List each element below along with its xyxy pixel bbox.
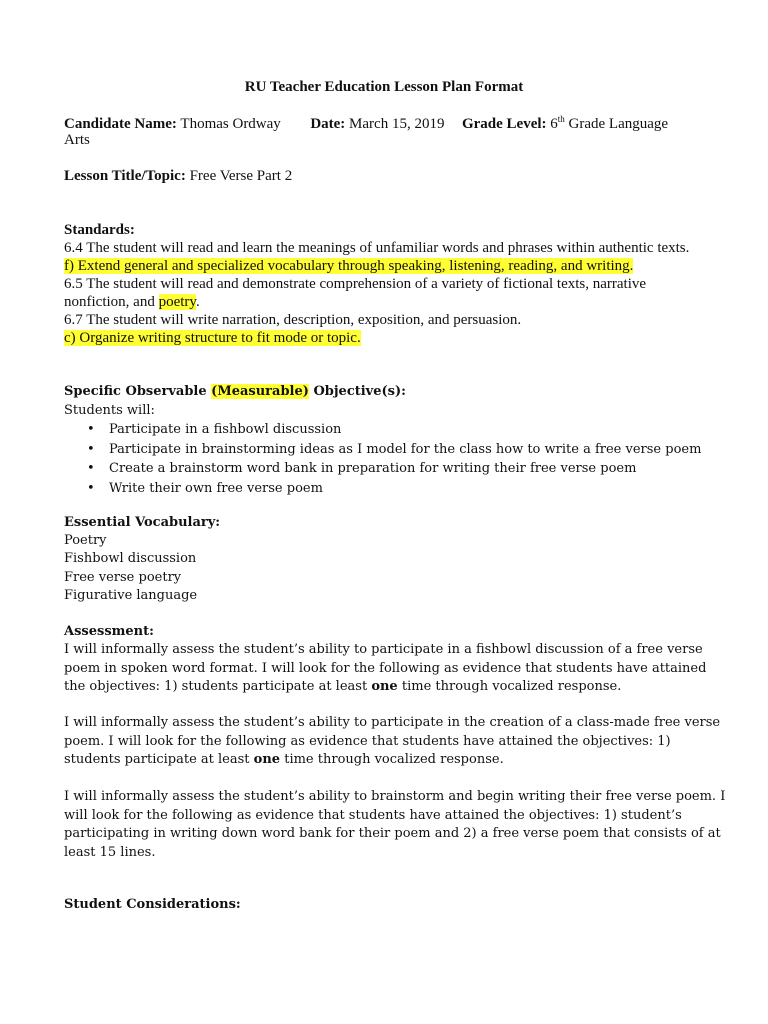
assessment-paragraph-2 xyxy=(64,714,721,770)
lesson-title-value: Free Verse Part 2 xyxy=(189,168,293,184)
paragraph-line: poem. I will look for the following as evidence that students have attained the objectives: 1) xyxy=(64,733,671,749)
standard-6-5-cont xyxy=(64,294,200,311)
objectives-lead: Students will: xyxy=(64,403,155,418)
vocabulary-item: Free verse poetry xyxy=(64,570,182,585)
grade-level-value: Grade Language xyxy=(568,116,669,132)
standard-6-4: 6.4 The student will read and learn the meanings of unfamiliar words and phrases within authentic texts. xyxy=(64,240,690,256)
candidate-name-value: Thomas Ordway xyxy=(180,116,281,132)
objective-text: Write their own free verse poem xyxy=(109,480,323,496)
bullet-icon: • xyxy=(87,441,95,457)
bullet-icon: • xyxy=(87,422,95,437)
vocabulary-item: Poetry xyxy=(64,533,107,548)
list-item xyxy=(64,420,701,440)
bullet-icon: • xyxy=(87,480,95,496)
objective-text: Participate in a fishbowl discussion xyxy=(109,422,342,437)
lesson-title-row xyxy=(64,168,292,185)
objectives-heading xyxy=(64,384,406,399)
candidate-name-label: Candidate Name: xyxy=(64,116,177,132)
paragraph-line: participating in writing down word bank for their poem and 2) a free verse poem that consists of at xyxy=(64,826,721,841)
document-title: RU Teacher Education Lesson Plan Format xyxy=(244,79,524,95)
paragraph-text: students participate at least xyxy=(64,752,250,767)
paragraph-line xyxy=(64,678,714,697)
vocabulary-item: Figurative language xyxy=(64,588,198,603)
paragraph-line: I will informally assess the student’s ability to participate in a fishbowl discussion of a free verse xyxy=(64,642,703,657)
paragraph-text: the objectives: 1) students participate at least xyxy=(64,679,368,694)
date-label: Date: xyxy=(310,116,346,132)
highlighted-poetry: poetry xyxy=(158,294,196,310)
paragraph-line: I will informally assess the student’s ability to brainstorm and begin writing their free verse poem. I xyxy=(64,789,726,804)
standard-6-7-c xyxy=(64,330,361,347)
objectives-heading-highlight: (Measurable) xyxy=(211,384,309,399)
standard-6-5: 6.5 The student will read and demonstrate comprehension of a variety of fictional texts, narrative xyxy=(64,276,647,292)
highlighted-text: c) Organize writing structure to fit mode or topic. xyxy=(64,330,361,346)
objectives-heading-post: Objective(s): xyxy=(313,384,406,399)
paragraph-line xyxy=(64,751,714,770)
vocabulary-item: Fishbowl discussion xyxy=(64,551,197,566)
objective-text: Create a brainstorm word bank in preparation for writing their free verse poem xyxy=(109,461,637,476)
list-item xyxy=(64,479,701,499)
standards-heading: Standards: xyxy=(64,222,135,238)
objectives-heading-pre: Specific Observable xyxy=(64,384,207,399)
list-item xyxy=(64,440,701,460)
grade-level-label: Grade Level: xyxy=(461,116,547,132)
highlighted-text: f) Extend general and specialized vocabulary through speaking, listening, reading, and writing. xyxy=(64,258,634,274)
assessment-paragraph-1 xyxy=(64,641,714,697)
paragraph-line: I will informally assess the student’s ability to participate in the creation of a class-made free verse xyxy=(64,715,721,730)
standard-6-5-period: . xyxy=(195,294,200,310)
assessment-paragraph-3 xyxy=(64,788,726,862)
objective-text: Participate in brainstorming ideas as I model for the class how to write a free verse poem xyxy=(109,441,702,457)
paragraph-line: least 15 lines. xyxy=(64,844,156,860)
standard-6-4-f xyxy=(64,258,633,275)
lesson-title-label: Lesson Title/Topic: xyxy=(64,168,186,184)
student-considerations-heading: Student Considerations: xyxy=(64,897,241,912)
standard-6-5-cont-text: nonfiction, and xyxy=(64,294,155,310)
date-value: March 15, 2019 xyxy=(349,116,445,132)
emphasis-one: one xyxy=(253,752,281,767)
vocabulary-heading: Essential Vocabulary: xyxy=(64,515,221,530)
candidate-row xyxy=(64,114,668,133)
objectives-list xyxy=(64,420,701,498)
paragraph-line: will look for the following as evidence that students have attained the objectives: 1) student’s xyxy=(64,807,682,823)
bullet-icon: • xyxy=(87,461,95,476)
paragraph-line: poem in spoken word format. I will look for the following as evidence that students have attained xyxy=(64,660,707,676)
paragraph-text: time through vocalized response. xyxy=(284,752,504,767)
standard-6-7: 6.7 The student will write narration, description, exposition, and persuasion. xyxy=(64,312,522,328)
emphasis-one: one xyxy=(371,679,398,694)
grade-suffix: th xyxy=(557,114,565,124)
grade-level-continuation: Arts xyxy=(64,132,90,148)
assessment-heading: Assessment: xyxy=(64,624,154,639)
list-item xyxy=(64,459,701,479)
paragraph-text: time through vocalized response. xyxy=(401,679,622,694)
grade-number: 6 xyxy=(550,116,558,132)
